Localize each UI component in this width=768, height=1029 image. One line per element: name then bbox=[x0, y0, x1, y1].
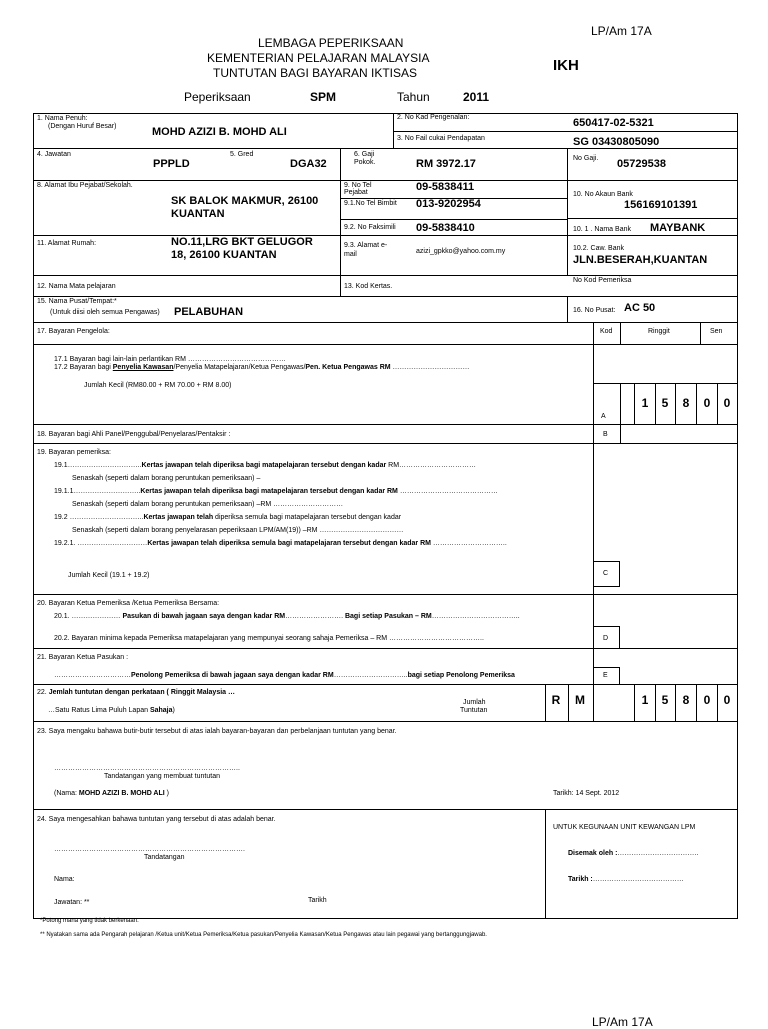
f93-label-1: 9.3. Alamat e- bbox=[344, 242, 388, 249]
code-b: B bbox=[603, 431, 608, 438]
s24-signature-line[interactable]: ………………………………………………………………………. bbox=[54, 846, 245, 853]
digit-total-5: 0 bbox=[723, 693, 731, 707]
f11-value-1: NO.11,LRG BKT GELUGOR bbox=[171, 236, 313, 248]
f3-value: SG 03430805090 bbox=[573, 136, 660, 148]
f8-value-2: KUANTAN bbox=[171, 208, 225, 220]
header-line-1: LEMBAGA PEPERIKSAAN bbox=[258, 36, 404, 50]
peperiksaan-label: Peperiksaan bbox=[184, 90, 251, 104]
ikh-label: IKH bbox=[553, 57, 579, 74]
f4-label: 4. Jawatan bbox=[37, 151, 71, 158]
nokod-label: No Kod Pemeriksa bbox=[573, 277, 632, 284]
f10-value: 156169101391 bbox=[624, 199, 698, 211]
s19-2-1: 19.2.1. …………………………Kertas jawapan telah diperiksa semula bagi matapelajaran tersebut dengan kadar RM ………………………….. bbox=[54, 540, 507, 547]
digit-total-2: 5 bbox=[661, 693, 669, 707]
s22-jumlah-2: Tuntutan bbox=[460, 707, 488, 714]
digit-total-4: 0 bbox=[703, 693, 711, 707]
header-line-3: TUNTUTAN BAGI BAYARAN IKTISAS bbox=[213, 66, 418, 80]
s19-title: 19. Bayaran pemeriksa: bbox=[37, 449, 111, 456]
f3-label: 3. No Fail cukai Pendapatan bbox=[397, 135, 485, 142]
f16-value: AC 50 bbox=[624, 302, 656, 314]
s24-text: 24. Saya mengesahkan bahawa tuntutan yang tersebut di atas adalah benar. bbox=[37, 816, 276, 823]
f10-label: 10. No Akaun Bank bbox=[573, 191, 633, 198]
footnote-2: ** Nyatakan sama ada Pengarah pelajaran /Ketua unit/Ketua Pemeriksa/Ketua pasukan/Penyelia Kawasan/Ketua Pengawas atau lain pegawai yang bertanggungjawab. bbox=[40, 932, 487, 938]
code-a: A bbox=[601, 413, 606, 420]
f15-sub: (Untuk diisi oleh semua Pengawas) bbox=[50, 309, 160, 316]
s17-jumlah: Jumlah Kecil (RM80.00 + RM 70.00 + RM 8.00) bbox=[84, 382, 232, 389]
s20-2: 20.2. Bayaran minima kepada Pemeriksa matapelajaran yang mempunyai seorang sahaja Pemeriksa – RM ………………………………….. bbox=[54, 635, 484, 642]
tahun-value: 2011 bbox=[463, 90, 490, 104]
f1-value: MOHD AZIZI B. MOHD ALI bbox=[152, 126, 287, 138]
f9-label-1: 9. No Tel bbox=[344, 182, 372, 189]
s24-tandatangan: Tandatangan bbox=[144, 854, 185, 861]
footnote-1: *Potong mana yang tidak berkenaan. bbox=[40, 918, 139, 924]
form-code: LP/Am 17A bbox=[591, 24, 652, 38]
peperiksaan-value: SPM bbox=[310, 90, 337, 104]
lpm-disemak: Disemak oleh :…………………………….. bbox=[568, 850, 699, 857]
s19-1: 19.1…………………………..Kertas jawapan telah diperiksa bagi matapelajaran tersebut dengan kadar RM…………………………… bbox=[54, 462, 477, 469]
f13-label: 13. Kod Kertas. bbox=[344, 283, 393, 290]
digit-a-4: 0 bbox=[703, 396, 711, 410]
f91-label: 9.1.No Tel Bimbit bbox=[344, 200, 397, 207]
f9-value: 09-5838411 bbox=[416, 181, 475, 193]
sen-header: Sen bbox=[710, 328, 723, 335]
f5-label: 5. Gred bbox=[230, 151, 254, 158]
digit-a-5: 0 bbox=[723, 396, 731, 410]
code-e: E bbox=[603, 672, 608, 679]
f6-label-2: Pokok. bbox=[354, 159, 376, 166]
s19-jumlah: Jumlah Kecil (19.1 + 19.2) bbox=[68, 572, 150, 579]
kod-header: Kod bbox=[600, 328, 613, 335]
f93-value: azizi_gpkko@yahoo.com.my bbox=[416, 248, 506, 255]
nogaji-label: No Gaji. bbox=[573, 155, 599, 162]
f1-sub: (Dengan Huruf Besar) bbox=[48, 123, 117, 130]
s23-signature-line[interactable]: …………………………………………………………………….. bbox=[54, 765, 240, 772]
f102-value: JLN.BESERAH,KUANTAN bbox=[573, 254, 708, 266]
digit-a-3: 8 bbox=[682, 396, 690, 410]
ringgit-header: Ringgit bbox=[648, 328, 670, 335]
s17-1: 17.1 Bayaran bagi lain-lain perlantikan RM …………………………………… bbox=[54, 356, 286, 363]
tahun-label: Tahun bbox=[397, 90, 430, 104]
f4-value: PPPLD bbox=[153, 158, 190, 170]
s17-title: 17. Bayaran Pengelola: bbox=[37, 328, 110, 335]
f2-value: 650417-02-5321 bbox=[573, 117, 654, 129]
f11-value-2: 18, 26100 KUANTAN bbox=[171, 249, 277, 261]
f2-label: 2. No Kad Pengenalan: bbox=[397, 114, 470, 121]
digit-total-3: 8 bbox=[682, 693, 690, 707]
code-c: C bbox=[603, 570, 609, 577]
f11-label: 11. Alamat Rumah: bbox=[37, 240, 97, 247]
rm-r: R bbox=[551, 693, 561, 707]
f9-label-2: Pejabat bbox=[344, 189, 368, 196]
lpm-tarikh: Tarikh :………………………………… bbox=[568, 876, 684, 883]
f92-label: 9.2. No Faksimili bbox=[344, 224, 396, 231]
s23-tarikh: Tarikh: 14 Sept. 2012 bbox=[553, 790, 620, 797]
f5-value: DGA32 bbox=[290, 158, 327, 170]
s20-title: 20. Bayaran Ketua Pemeriksa /Ketua Pemeriksa Bersama: bbox=[37, 600, 220, 607]
digit-total-1: 1 bbox=[641, 693, 649, 707]
s19-sen3: Senaskah (seperti dalam borang penyelarasan peperiksaan LPM/AM(19)) –RM ……………………………… bbox=[72, 527, 404, 534]
f93-label-2: mail bbox=[344, 251, 357, 258]
s22-jumlah-1: Jumlah bbox=[463, 699, 486, 706]
f101-label: 10. 1 . Nama Bank bbox=[573, 226, 631, 233]
form-code-bottom: LP/Am 17A bbox=[592, 1015, 653, 1029]
s20-1: 20.1. ………………… Pasukan di bawah jagaan saya dengan kadar RM……………………. Bagi setiap Pasukan – RM……………………………….. bbox=[54, 613, 520, 620]
f6-value: RM 3972.17 bbox=[416, 158, 476, 170]
s19-1-1: 19.1.1………………………..Kertas jawapan telah diperiksa bagi matapelajaran tersebut dengan kadar RM …………………………………… bbox=[54, 488, 498, 495]
s22-words: …Satu Ratus Lima Puluh Lapan Sahaja) bbox=[48, 707, 175, 714]
f16-label: 16. No Pusat: bbox=[573, 307, 616, 314]
f8-value-1: SK BALOK MAKMUR, 26100 bbox=[171, 195, 319, 207]
s23-text: 23. Saya mengaku bahawa butir-butir tersebut di atas ialah bayaran-bayaran dan perbelanjaan tuntutan yang benar. bbox=[37, 728, 397, 735]
s21-title: 21. Bayaran Ketua Pasukan : bbox=[37, 654, 129, 661]
f12-label: 12. Nama Mata pelajaran bbox=[37, 283, 116, 290]
rm-m: M bbox=[575, 693, 585, 707]
f91-value: 013-9202954 bbox=[416, 198, 481, 210]
f15-label: 15. Nama Pusat/Tempat:* bbox=[37, 298, 117, 305]
s23-sig-label: Tandatangan yang membuat tuntutan bbox=[104, 773, 220, 780]
s18-label: 18. Bayaran bagi Ahli Panel/Penggubal/Penyelaras/Pentaksir : bbox=[37, 431, 231, 438]
s21-line: ……………………………Penolong Pemeriksa di bawah jagaan saya dengan kadar RM…………………………..bagi setiap Penolong Pemeriksa bbox=[54, 672, 515, 679]
f92-value: 09-5838410 bbox=[416, 222, 475, 234]
header-line-2: KEMENTERIAN PELAJARAN MALAYSIA bbox=[207, 51, 430, 65]
f8-label: 8. Alamat Ibu Pejabat/Sekolah. bbox=[37, 182, 133, 189]
s22-label: 22. Jemlah tuntutan dengan perkataan ( Ringgit Malaysia … bbox=[37, 689, 235, 696]
s24-jawatan: Jawatan: ** bbox=[54, 899, 90, 906]
s24-tarikh: Tarikh bbox=[308, 897, 327, 904]
f1-label: 1. Nama Penuh: bbox=[37, 115, 88, 122]
s24-nama: Nama: bbox=[54, 876, 75, 883]
digit-a-1: 1 bbox=[641, 396, 649, 410]
f6-label-1: 6. Gaji bbox=[354, 151, 375, 158]
s23-nama: (Nama: MOHD AZIZI B. MOHD ALI ) bbox=[54, 790, 169, 797]
s19-2: 19.2 …………………………..Kertas jawapan telah diperiksa semula bagi matapelajaran tersebut dengan kadar bbox=[54, 514, 402, 521]
f102-label: 10.2. Caw. Bank bbox=[573, 245, 624, 252]
digit-a-2: 5 bbox=[661, 396, 669, 410]
s17-2: 17.2 Bayaran bagi Penyelia Kawasan/Penyelia Matapelajaran/Ketua Pengawas/Pen. Ketua Pengawas RM …………………………… bbox=[54, 364, 470, 371]
code-d: D bbox=[603, 635, 609, 642]
nogaji-value: 05729538 bbox=[617, 158, 666, 170]
lpm-title: UNTUK KEGUNAAN UNIT KEWANGAN LPM bbox=[553, 824, 696, 831]
f15-value: PELABUHAN bbox=[174, 306, 244, 318]
f101-value: MAYBANK bbox=[650, 222, 706, 234]
s19-sen2: Senaskah (seperti dalam borang peruntukan pemeriksaan) –RM ………………………… bbox=[72, 501, 344, 508]
s19-sen1: Senaskah (seperti dalam borang peruntukan pemeriksaan) – bbox=[72, 475, 261, 482]
